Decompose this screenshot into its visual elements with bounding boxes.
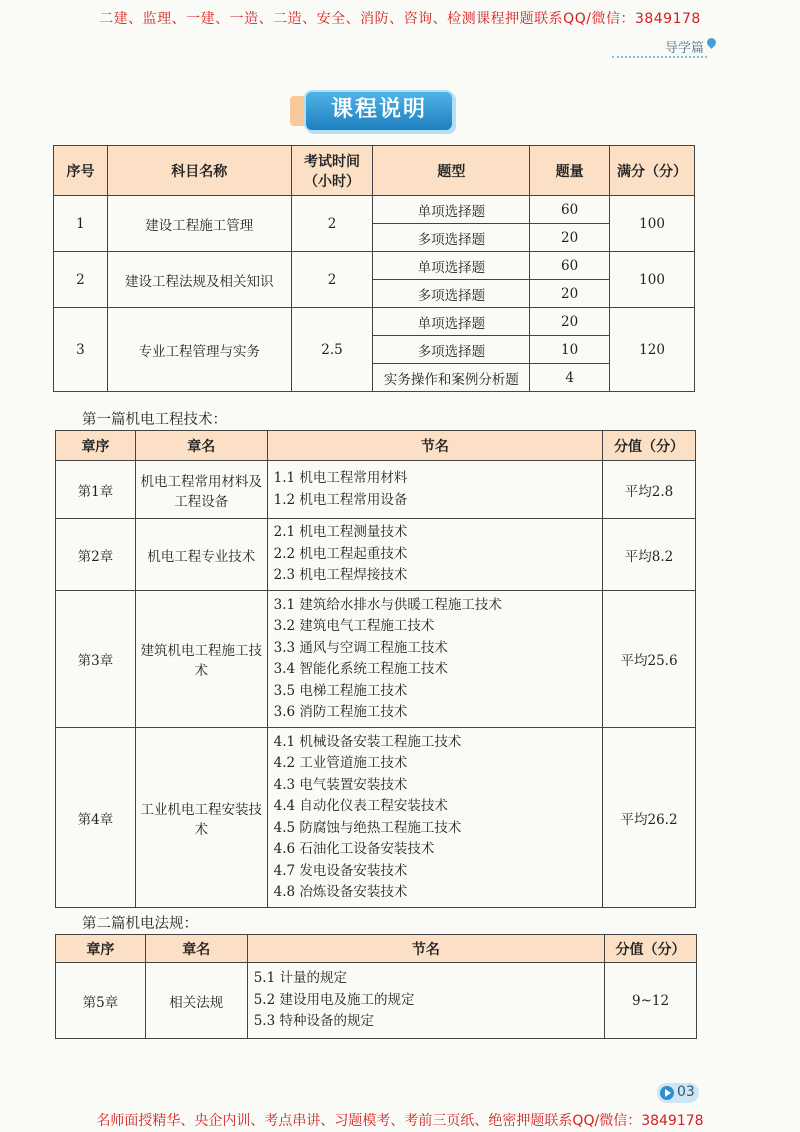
header-cell: 题型: [373, 146, 530, 196]
header-cell: 节名: [267, 431, 602, 461]
header-cell: 章序: [56, 935, 146, 963]
header-cell: 节名: [247, 935, 604, 963]
table-row: 第5章 相关法规 5.1 计量的规定 5.2 建设用电及施工的规定 5.3 特种设备的规定 9~12: [56, 963, 697, 1039]
top-banner: 二建、监理、一建、一造、二造、安全、消防、咨询、检测课程押题联系QQ/微信：3849178: [99, 11, 701, 27]
dotted-divider: [612, 56, 707, 58]
header-cell: 分值（分）: [605, 935, 697, 963]
page-title: 课程说明: [330, 97, 427, 122]
part2-title: 第二篇机电法规：: [82, 916, 198, 932]
table-row: 第3章 建筑机电工程施工技术 3.1 建筑给水排水与供暖工程施工技术 3.2 建筑电气工程施工技术 3.3 通风与空调工程施工技术 3.4 智能化系统工程施工技术 3.5 电梯工程施工技术 3.6 消防工程施工技术 平均25.6: [56, 591, 696, 728]
table-row: 第2章 机电工程专业技术 2.1 机电工程测量技术 2.2 机电工程起重技术 2.3 机电工程焊接技术 平均8.2: [56, 519, 696, 591]
header-cell: 章名: [145, 935, 247, 963]
location-pin-icon: [705, 36, 718, 49]
section-tag: 导学篇: [664, 41, 704, 56]
page-number: 03: [677, 1084, 695, 1100]
header-cell: 章名: [135, 431, 267, 461]
part1-title: 第一篇机电工程技术：: [82, 412, 227, 428]
table-row: 第4章 工业机电工程安装技术 4.1 机械设备安装工程施工技术 4.2 工业管道施工技术 4.3 电气装置安装技术 4.4 自动化仪表工程安装技术 4.5 防腐蚀与绝热工程施工技术 4.6 石油化工设备安装技术 4.7 发电设备安装技术 4.8 冶炼设备安装技术 平均26.2: [56, 728, 696, 908]
part2-table: [55, 934, 697, 1039]
page-title-badge: [290, 90, 465, 130]
part1-table: [55, 430, 696, 908]
header-cell: 章序: [56, 431, 136, 461]
header-cell: 科目名称: [107, 146, 291, 196]
header-cell: 分值（分）: [603, 431, 696, 461]
bottom-banner: 名师面授精华、央企内训、考点串讲、习题模考、考前三页纸、绝密押题联系QQ/微信：3849178: [96, 1113, 704, 1129]
header-cell: 满分（分）: [610, 146, 695, 196]
table-row: 第1章 机电工程常用材料及工程设备 1.1 机电工程常用材料 1.2 机电工程常用设备 平均2.8: [56, 461, 696, 519]
header-cell: 考试时间（小时）: [291, 146, 373, 196]
play-icon: [660, 1086, 674, 1100]
table-row: 2 建设工程法规及相关知识 2 单项选择题 60 100: [54, 252, 695, 280]
header-cell: 序号: [54, 146, 108, 196]
course-table: 序号 科目名称 考试时间（小时） 题型 题量 满分（分） 1 建设工程施工管理 2 单项选择题 60 100 多项选择题 20 2 建设工程法规及相关知识 2 单项选择题 60 100 多项选择题 20 3 专业工程管理与实务 2.5 单项选择题 20 120 多项选择题 10 实务操作和案例分析题 4: [53, 145, 695, 392]
table-row: 3 专业工程管理与实务 2.5 单项选择题 20 120: [54, 308, 695, 336]
header-cell: 题量: [530, 146, 610, 196]
page-number-badge: [657, 1083, 699, 1103]
table-row: 1 建设工程施工管理 2 单项选择题 60 100: [54, 196, 695, 224]
